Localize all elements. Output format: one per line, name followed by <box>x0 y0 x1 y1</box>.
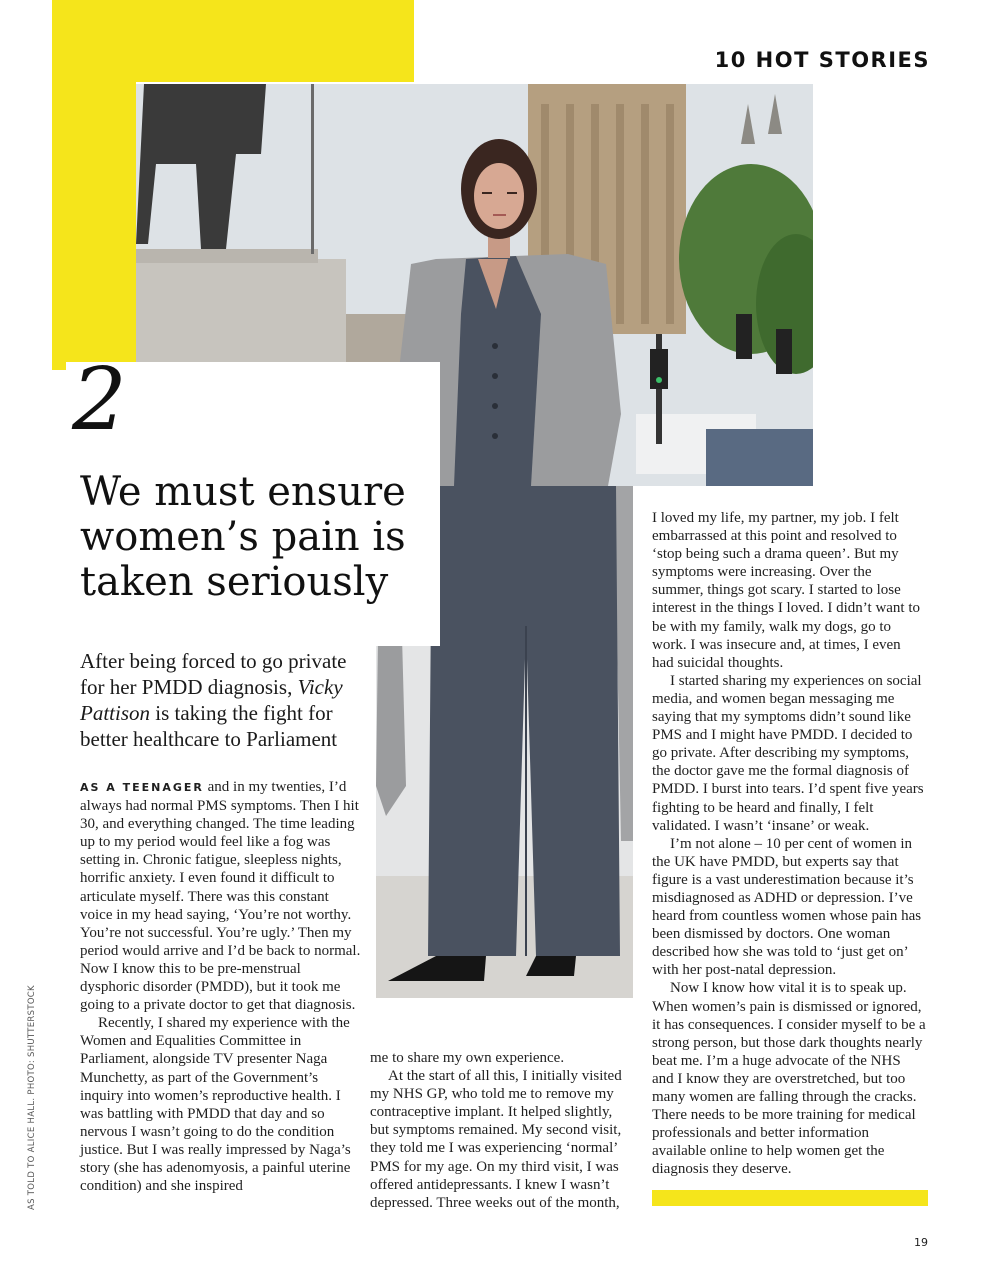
body-paragraph: I started sharing my experiences on social media, and women began messaging me saying that my symptoms didn’t sound like PMS and I might have PMDD. I decided to go private. After describing my symptoms, the doctor gave me the formal diagnosis of PMDD. I burst into tears. I’d spent five years fighting to be heard and finally, I felt validated. I wasn’t ‘insane’ or weak. <box>652 672 924 834</box>
body-paragraph: I’m not alone – 10 per cent of women in the UK have PMDD, but experts say that figure is a vast underestimation because it’s misdiagnosed as ADHD or depression. I’ve heard from countless women whose pain has been dismissed by doctors. One woman described how she was told to ‘just get on’ with her post-natal depression. <box>652 835 922 979</box>
body-paragraph: Recently, I shared my experience with the Women and Equalities Committee in Parliament, alongside TV presenter Naga Munchetty, as part of the Government’s inquiry into women’s reproductive health. I was battling with PMDD that day and so nervous I wasn’t going to do the condition justice. But I was really impressed by Naga’s story (she has adenomyosis, a painful uterine condition) and she inspired <box>80 1015 351 1195</box>
body-column-1 <box>80 778 362 1195</box>
standfirst-before: After being forced to go private for her PMDD diagnosis, <box>80 649 347 699</box>
body-paragraph: me to share my own experience. <box>370 1050 565 1066</box>
drop-in: AS A TEENAGER <box>80 781 204 794</box>
body-paragraph <box>80 778 362 1014</box>
section-label: 10 HOT STORIES <box>714 48 930 72</box>
yellow-accent-strip <box>52 82 136 370</box>
body-paragraph: Now I know how vital it is to speak up. When women’s pain is dismissed or ignored, it has consequences. I consider myself to be a strong person, but those dark thoughts nearly beat me. I’m a huge advocate of the NHS and I know they are overstretched, but too many women are falling through the cracks. There needs to be more training for medical professionals and better information available online to help women get the diagnosis they deserve. <box>652 980 926 1178</box>
body-text: and in my twenties, I’d always had normal PMS symptoms. Then I hit 30, and everything changed. The time leading up to my period would feel like a fog was setting in. Chronic fatigue, sleepless nights, horrific anxiety. I even found it difficult to articulate myself. There was this constant voice in my head saying, ‘You’re not worthy. You’re not successful. You’re ugly.’ Then my period would arrive and I’d be back to normal. Now I know this to be pre-menstrual dysphoric disorder (PMDD), but it took me going to a private doctor to get that diagnosis. <box>80 779 361 1014</box>
yellow-accent-block <box>52 0 414 82</box>
end-bar <box>652 1190 928 1206</box>
standfirst-after: is taking the fight for better healthcare to Parliament <box>80 701 338 751</box>
photo-credit: AS TOLD TO ALICE HALL. PHOTO: SHUTTERSTOCK <box>27 985 37 1210</box>
standfirst-name: Vicky Pattison <box>80 675 343 725</box>
body-paragraph: At the start of all this, I initially visited my NHS GP, who told me to remove my contraceptive implant. It helped slightly, but symptoms remained. My second visit, they told me I was experiencing ‘normal’ PMS for my age. On my third visit, I was offered antidepressants. I knew I wasn’t depressed. Three weeks out of the month, <box>370 1068 622 1211</box>
page-number: 19 <box>914 1236 928 1249</box>
body-column-3 <box>652 509 926 1178</box>
body-column-2 <box>370 1049 632 1212</box>
standfirst <box>80 648 370 752</box>
headline: We must ensure women’s pain is taken seriously <box>80 469 406 605</box>
story-number: 2 <box>72 350 127 450</box>
body-paragraph: I loved my life, my partner, my job. I felt embarrassed at this point and resolved to ‘stop being such a drama queen’. But my symptoms were increasing. Over the summer, things got scary. I started to lose interest in the things I loved. I didn’t want to be with my family, walk my dogs, go to work. I was insecure and, at times, I even had suicidal thoughts. <box>652 510 921 671</box>
